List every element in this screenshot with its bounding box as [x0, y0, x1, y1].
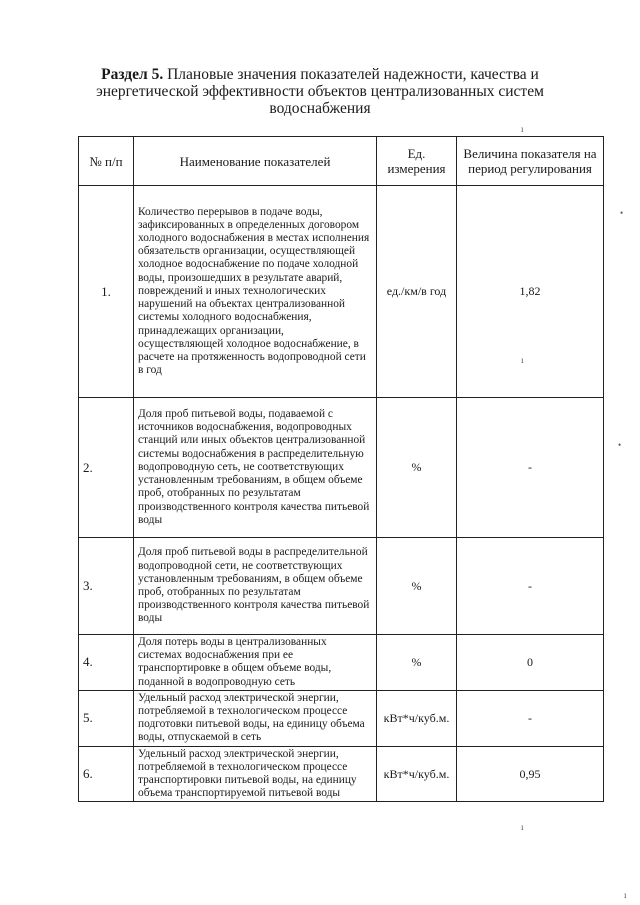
row-unit: % [377, 398, 457, 538]
header-name: Наименование показателей [134, 137, 377, 186]
row-value: - [457, 538, 604, 635]
row-value: 0 [457, 635, 604, 691]
header-num: № п/п [79, 137, 134, 186]
row-unit: ед./км/в год [377, 186, 457, 398]
row-value: - [457, 690, 604, 746]
table-row [79, 186, 604, 398]
scan-speck: ı [624, 890, 627, 900]
row-unit: % [377, 538, 457, 635]
row-num: 5. [79, 690, 134, 746]
section-label: Раздел 5. [101, 66, 164, 83]
row-name: Доля проб питьевой воды в распределительной водопроводной сети, не соответствующих установленным требованиям, в общем объеме проб, отобранных по результатам производственного контроля качества питьевой воды [134, 538, 377, 635]
table-row [79, 690, 604, 746]
scan-speck: ı [521, 822, 524, 832]
indicators-table [78, 136, 604, 802]
scan-speck: ı [521, 355, 524, 365]
row-value: 0,95 [457, 746, 604, 802]
row-num: 3. [79, 538, 134, 635]
table-header-row [79, 137, 604, 186]
section-title: Плановые значения показателей надежности, качества и энергетической эффективности объектов централизованных систем водоснабжения [96, 66, 544, 117]
scan-speck: • [620, 208, 624, 218]
row-unit: % [377, 635, 457, 691]
table-row [79, 538, 604, 635]
row-num: 2. [79, 398, 134, 538]
header-unit: Ед. измерения [377, 137, 457, 186]
scan-speck: • [618, 440, 622, 450]
row-num: 4. [79, 635, 134, 691]
row-name: Удельный расход электрической энергии, потребляемой в технологическом процессе подготовки питьевой воды, на единицу объема воды, отпускаемой в сеть [134, 690, 377, 746]
row-name: Удельный расход электрической энергии, потребляемой в технологическом процессе транспортировки питьевой воды, на единицу объема транспортируемой питьевой воды [134, 746, 377, 802]
row-name: Доля проб питьевой воды, подаваемой с источников водоснабжения, водопроводных станций или иных объектов централизованной системы водоснабжения в распределительную водопроводную сеть, не соответствующих установленным требованиям, в общем объеме проб, отобранных по результатам производственного контроля качества питьевой воды [134, 398, 377, 538]
table-row [79, 746, 604, 802]
row-unit: кВт*ч/куб.м. [377, 746, 457, 802]
row-num: 1. [79, 186, 134, 398]
section-heading [70, 66, 570, 117]
row-name: Количество перерывов в подаче воды, зафиксированных в определенных договором холодного водоснабжения в местах исполнения обязательств организации, осуществляющей холодное водоснабжение по подаче холодной воды, произошедших в результате аварий, повреждений и иных технологических нарушений на объектах централизованной системы холодного водоснабжения, принадлежащих организации, осуществляющей холодное водоснабжение, в расчете на протяженность водопроводной сети в год [134, 186, 377, 398]
row-value: - [457, 398, 604, 538]
row-num: 6. [79, 746, 134, 802]
row-value: 1,82 [457, 186, 604, 398]
table-row [79, 398, 604, 538]
table-row [79, 635, 604, 691]
header-value: Величина показателя на период регулирования [457, 137, 604, 186]
scan-speck: ı [521, 124, 524, 134]
row-name: Доля потерь воды в централизованных системах водоснабжения при ее транспортировке в общем объеме воды, поданной в водопроводную сеть [134, 635, 377, 691]
row-unit: кВт*ч/куб.м. [377, 690, 457, 746]
